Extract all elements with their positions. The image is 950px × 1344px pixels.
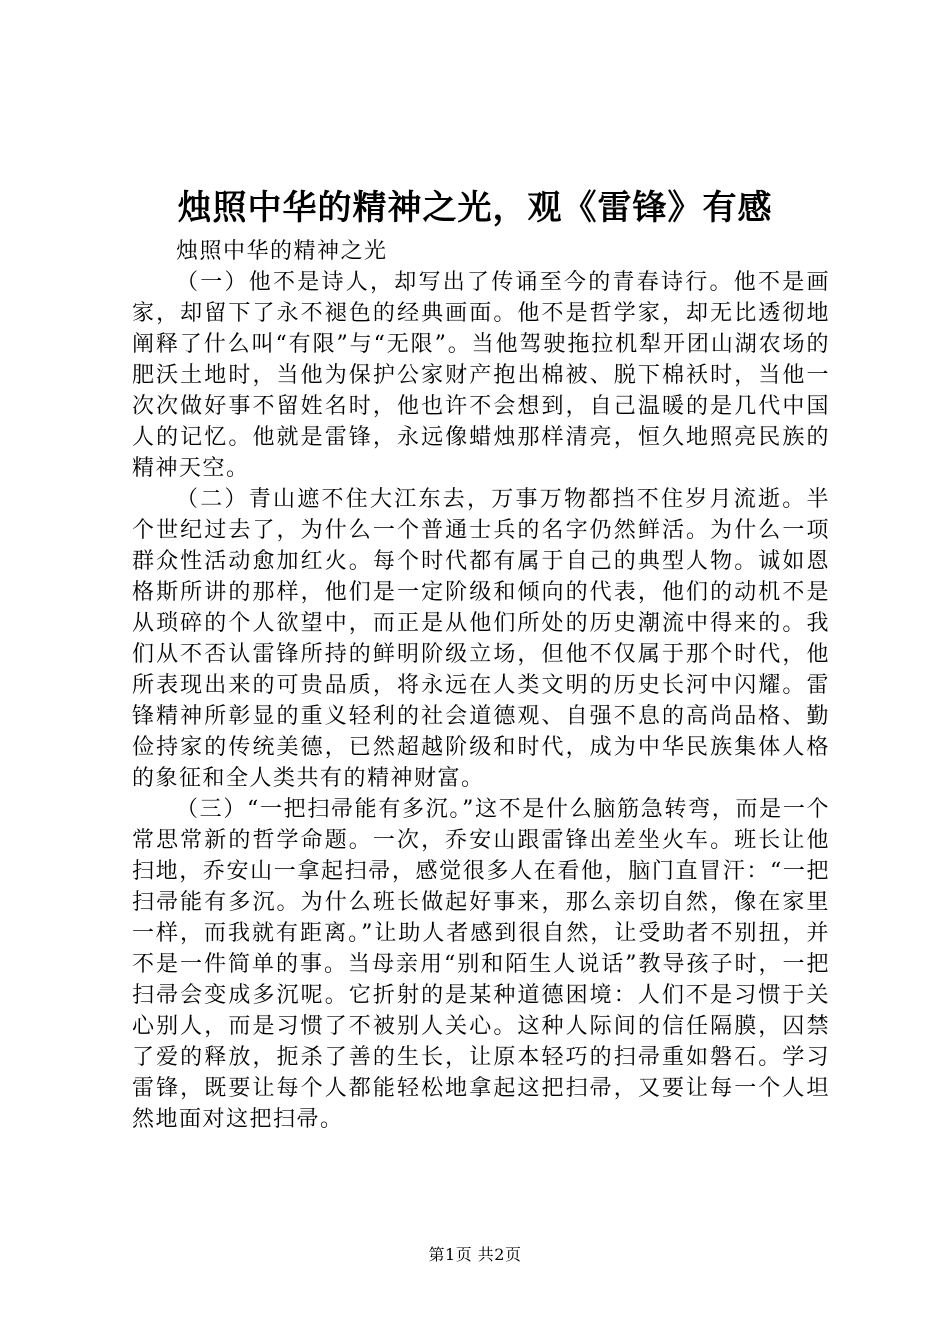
paragraph-3: （三）“一把扫帚能有多沉。”这不是什么脑筋急转弯，而是一个常思常新的哲学命题。一次，乔安山跟雷锋出差坐火车。班长让他扫地，乔安山一拿起扫帚，感觉很多人在看他，脑门直冒汗：“一把扫帚能有多沉。为什么班长做起好事来，那么亲切自然，像在家里一样，而我就有距离。”让助人者感到很自然，让受助者不别扭，并不是一件简单的事。当母亲用“别和陌生人说话”教导孩子时，一把扫帚会变成多沉呢。它折射的是某种道德困境：人们不是习惯于关心别人，而是习惯了不被别人关心。这种人际间的信任隔膜，囚禁了爱的释放，扼杀了善的生长，让原本轻巧的扫帚重如磐石。学习雷锋，既要让每个人都能轻松地拿起这把扫帚，又要让每一个人坦然地面对这把扫帚。 <box>132 797 830 1132</box>
document-subtitle: 烛照中华的精神之光 <box>176 239 388 264</box>
document-body <box>132 236 830 1135</box>
paragraph-1: （一）他不是诗人，却写出了传诵至今的青春诗行。他不是画家，却留下了永不褪色的经典画面。他不是哲学家，却无比透彻地阐释了什么叫“有限”与“无限”。当他驾驶拖拉机犁开团山湖农场的肥沃土地时，当他为保护公家财产抱出棉被、脱下棉袄时，当他一次次做好事不留姓名时，他也许不会想到，自己温暖的是几代中国人的记忆。他就是雷锋，永远像蜡烛那样清亮，恒久地照亮民族的精神天空。 <box>132 270 830 481</box>
document-title: 烛照中华的精神之光，观《雷锋》有感 <box>177 188 773 228</box>
paragraph-2: （二）青山遮不住大江东去，万事万物都挡不住岁月流逝。半个世纪过去了，为什么一个普通士兵的名字仍然鲜活。为什么一项群众性活动愈加红火。每个时代都有属于自己的典型人物。诚如恩格斯所讲的那样，他们是一定阶级和倾向的代表，他们的动机不是从琐碎的个人欲望中，而正是从他们所处的历史潮流中得来的。我们从不否认雷锋所持的鲜明阶级立场，但他不仅属于那个时代，他所表现出来的可贵品质，将永远在人类文明的历史长河中闪耀。雷锋精神所彰显的重义轻利的社会道德观、自强不息的高尚品格、勤俭持家的传统美德，已然超越阶级和时代，成为中华民族集体人格的象征和全人类共有的精神财富。 <box>132 487 830 791</box>
page-number-footer: 第1页 共2页 <box>428 1245 522 1264</box>
